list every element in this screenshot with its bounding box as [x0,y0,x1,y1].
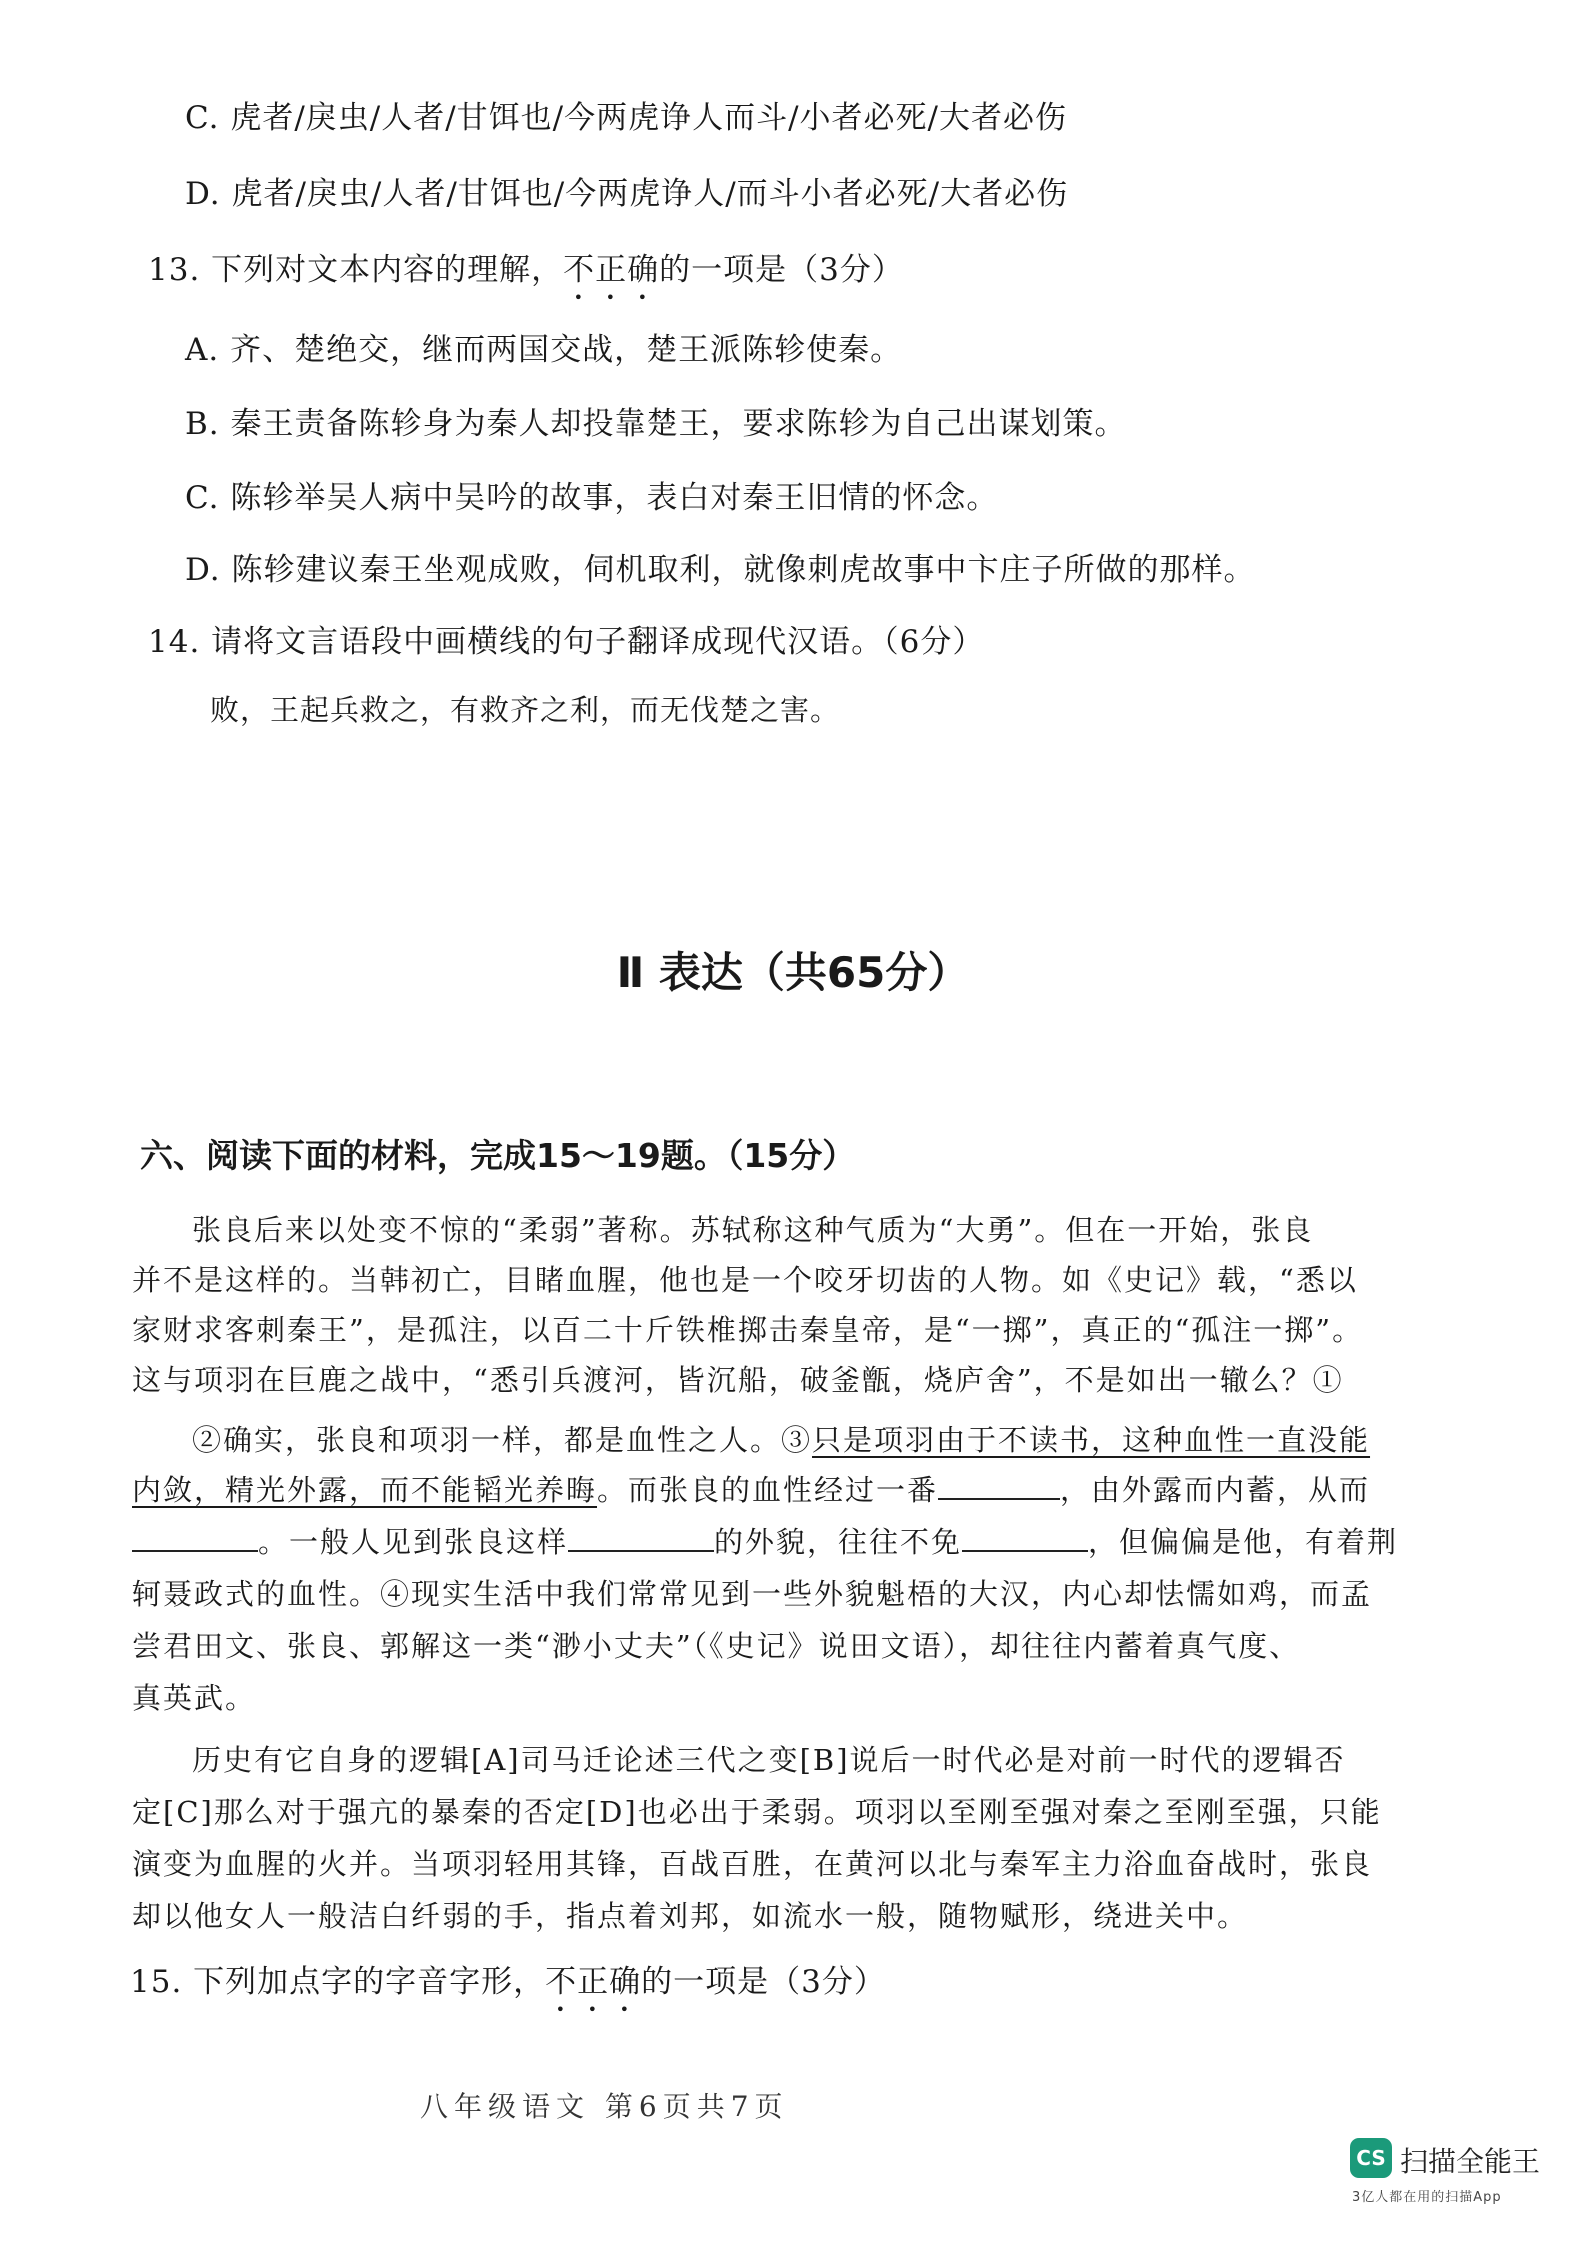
passage-line-9: 尝君田文、张良、郭解这一类“渺小丈夫”（《史记》说田文语），却往往内蓄着真气度、 [132,1629,1301,1663]
passage-line-8: 轲聂政式的血性。④现实生活中我们常常见到一些外貌魁梧的大汉，内心却怯懦如鸡，而孟 [132,1577,1373,1611]
passage-line-6-text-b: ，由外露而内蓄，从而 [1060,1473,1371,1507]
scanner-app-name: 扫描全能王 [1400,2145,1541,2178]
passage-line-7-text: 。一般人见到张良这样 [258,1525,569,1559]
q13-stem [148,244,904,307]
q14-sentence: 败，王起兵救之，有救齐之利，而无伐楚之害。 [210,693,841,727]
passage-line-7 [132,1520,1398,1561]
blank-1[interactable] [938,1472,1060,1500]
blank-2[interactable] [132,1524,258,1552]
scanner-app-tagline: 3亿人都在用的扫描App [1352,2190,1502,2205]
passage-line-10: 真英武。 [132,1681,257,1715]
passage-line-1: 张良后来以处变不惊的“柔弱”著称。苏轼称这种气质为“大勇”。但在一开始，张良 [192,1213,1314,1247]
passage-line-2: 并不是这样的。当韩初亡，目睹血腥，他也是一个咬牙切齿的人物。如《史记》载，“悉以 [132,1263,1358,1297]
passage-line-6-text: 。而张良的血性经过一番 [597,1473,939,1507]
passage-line-7-text-c: ，但偏偏是他，有着荆 [1088,1525,1399,1559]
q15-stem-prefix: 15. 下列加点字的字音字形， [130,1964,546,2000]
q13-option-a: A. 齐、楚绝交，继而两国交战，楚王派陈轸使秦。 [185,332,903,368]
passage-line-5 [192,1418,1370,1459]
passage-line-4: 这与项羽在巨鹿之战中，“悉引兵渡河，皆沉船，破釜甑，烧庐舍”，不是如出一辙么？① [132,1363,1344,1397]
passage-line-3: 家财求客刺秦王”，是孤注，以百二十斤铁椎掷击秦皇帝，是“一掷”，真正的“孤注一掷”。 [132,1313,1364,1347]
q13-option-d: D. 陈轸建议秦王坐观成败，伺机取利，就像刺虎故事中卞庄子所做的那样。 [185,552,1256,588]
underlined-sentence-part-1: 只是项羽由于不读书，这种血性一直没能 [812,1423,1371,1457]
section-6-title: 六、阅读下面的材料，完成15～19题。（15分） [140,1136,856,1175]
q15-stem-emphasis: 不正确 [545,1964,642,2000]
camscanner-logo-icon: CS [1350,2138,1392,2178]
q12-option-c: C. 虎者/戾虫/人者/甘饵也/今两虎诤人而斗/小者必死/大者必伤 [185,100,1067,136]
q13-stem-emphasis: 不正确 [563,252,660,288]
passage2-line-2: 定[C]那么对于强亢的暴秦的否定[D]也必出于柔弱。项羽以至刚至强对秦之至刚至强，只能 [132,1795,1382,1829]
q14-stem: 14. 请将文言语段中画横线的句子翻译成现代汉语。（6分） [148,624,985,660]
q15-stem-suffix: 的一项是（3分） [641,1964,886,2000]
q15-stem [130,1956,886,2019]
q12-option-d: D. 虎者/戾虫/人者/甘饵也/今两虎诤人/而斗小者必死/大者必伤 [185,176,1069,212]
q13-stem-prefix: 13. 下列对文本内容的理解， [148,252,564,288]
blank-3[interactable] [568,1524,714,1552]
blank-4[interactable] [962,1524,1088,1552]
q13-option-c: C. 陈轸举吴人病中吴吟的故事，表白对秦王旧情的怀念。 [185,480,999,516]
passage-line-7-text-b: 的外貌，往往不免 [714,1525,963,1559]
passage2-line-1: 历史有它自身的逻辑[A]司马迁论述三代之变[B]说后一时代必是对前一时代的逻辑否 [192,1743,1346,1777]
passage-line-5-text: ②确实，张良和项羽一样，都是血性之人。③ [192,1423,813,1457]
q13-option-b: B. 秦王责备陈轸身为秦人却投靠楚王，要求陈轸为自己出谋划策。 [185,406,1127,442]
passage-line-6 [132,1468,1370,1509]
passage2-line-4: 却以他女人一般洁白纤弱的手，指点着刘邦，如流水一般，随物赋形，绕进关中。 [132,1899,1249,1933]
passage2-line-3: 演变为血腥的火并。当项羽轻用其锋，百战百胜，在黄河以北与秦军主力浴血奋战时，张良 [132,1847,1373,1881]
page-footer: 八年级语文 第6页共7页 [420,2090,789,2123]
underlined-sentence-part-2: 内敛，精光外露，而不能韬光养晦 [132,1473,598,1507]
q13-stem-suffix: 的一项是（3分） [659,252,904,288]
section-2-title: Ⅱ 表达（共65分） [616,948,970,997]
